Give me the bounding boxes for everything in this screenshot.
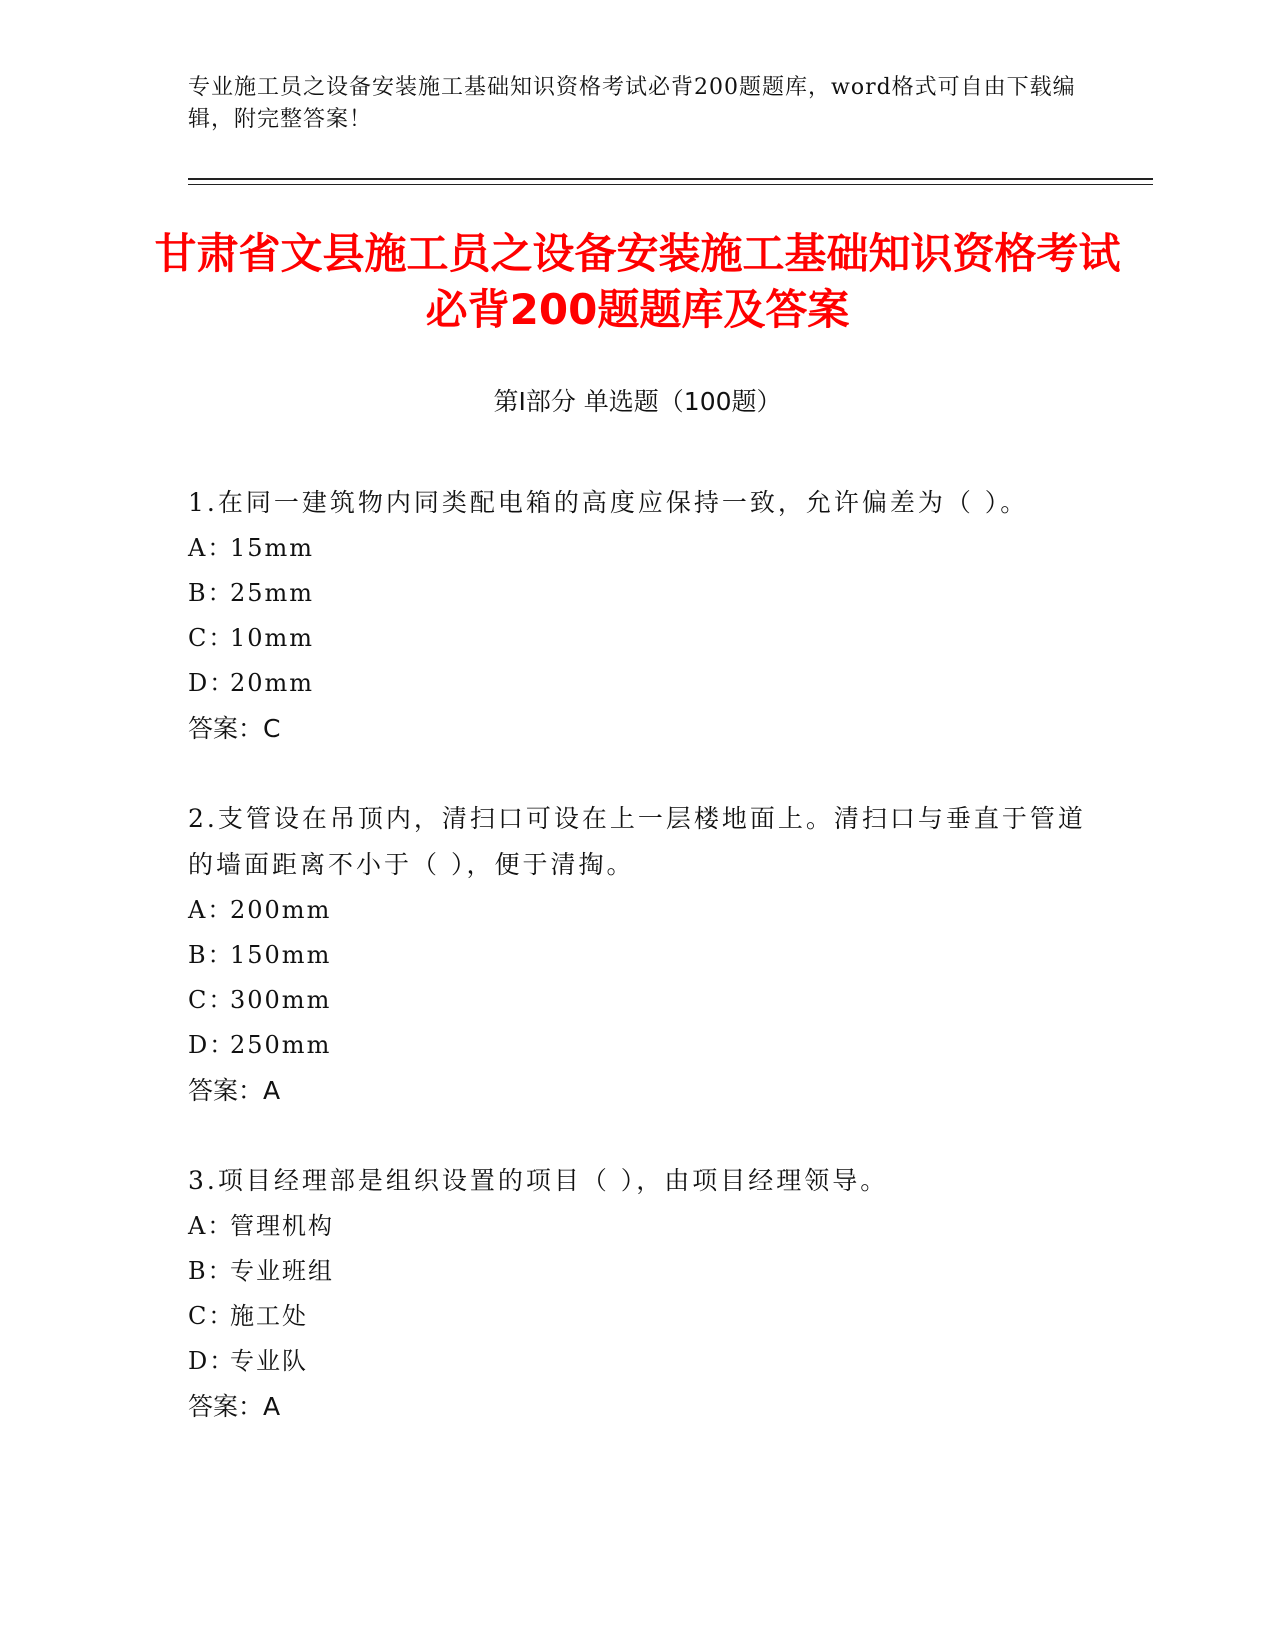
option-a [188,1204,1088,1249]
question-list [188,480,1088,1474]
option-key: B： [188,941,234,969]
option-key: D： [188,1031,236,1059]
option-key: C： [188,1302,235,1330]
answer-line: 答案：A [188,1392,281,1421]
option-key: B： [188,579,234,607]
option-text: 专业队 [230,1347,308,1375]
header-rule-thin [188,184,1153,185]
header-note: 专业施工员之设备安装施工基础知识资格考试必背200题题库，word格式可自由下载编辑，附完整答案！ [188,75,1076,132]
option-text: 300mm [230,986,332,1014]
document-title: 甘肃省文县施工员之设备安装施工基础知识资格考试必背200题题库及答案 [154,229,1121,334]
question-3 [188,1158,1088,1430]
option-b [188,1249,1088,1294]
option-b [188,933,1088,978]
option-c [188,616,1088,661]
option-d [188,1339,1088,1384]
answer-line: 答案：C [188,714,281,743]
option-key: B： [188,1257,234,1285]
option-key: A： [188,534,234,562]
option-text: 200mm [230,896,332,924]
option-key: C： [188,624,235,652]
option-text: 25mm [230,579,315,607]
question-stem: 2.支管设在吊顶内，清扫口可设在上一层楼地面上。清扫口与垂直于管道的墙面距离不小于（ ），便于清掏。 [188,804,1086,879]
option-text: 专业班组 [230,1257,334,1285]
option-key: D： [188,669,236,697]
option-text: 管理机构 [230,1212,334,1240]
option-key: C： [188,986,235,1014]
option-d [188,1023,1088,1068]
option-key: D： [188,1347,236,1375]
option-text: 250mm [230,1031,332,1059]
question-stem: 3.项目经理部是组织设置的项目（ ），由项目经理领导。 [188,1166,889,1195]
option-text: 150mm [230,941,332,969]
section-title: 第I部分 单选题（100题） [493,387,782,416]
option-text: 20mm [230,669,315,697]
option-text: 15mm [230,534,315,562]
option-key: A： [188,1212,234,1240]
question-1 [188,480,1088,752]
option-b [188,571,1088,616]
option-c [188,978,1088,1023]
option-a [188,888,1088,933]
option-d [188,661,1088,706]
header-rule-thick [188,178,1153,180]
option-text: 10mm [230,624,315,652]
option-text: 施工处 [230,1302,308,1330]
option-key: A： [188,896,234,924]
question-2 [188,796,1088,1114]
option-a [188,526,1088,571]
option-c [188,1294,1088,1339]
question-stem: 1.在同一建筑物内同类配电箱的高度应保持一致，允许偏差为（ ）。 [188,488,1029,517]
answer-line: 答案：A [188,1076,281,1105]
